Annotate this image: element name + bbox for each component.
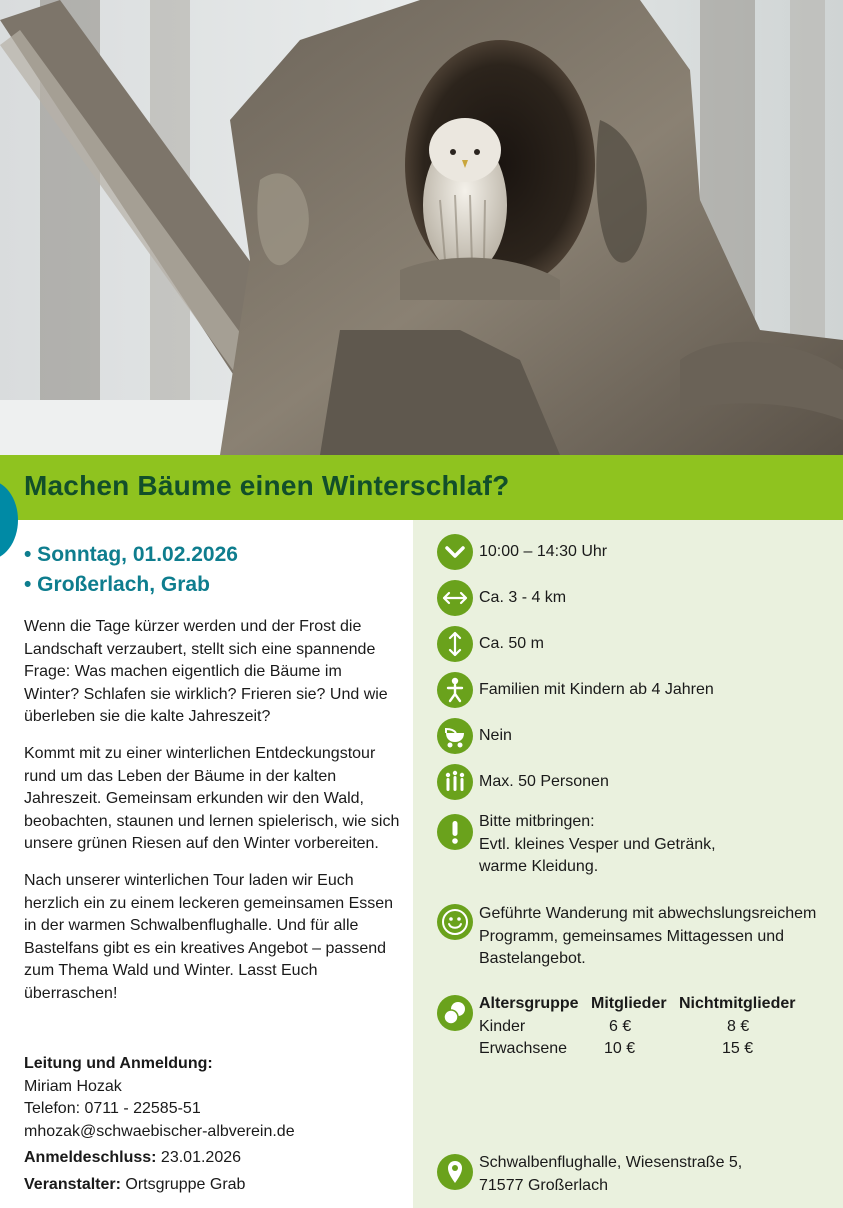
event-date: • Sonntag, 01.02.2026	[24, 543, 238, 566]
price-cell: Erwachsene	[479, 1040, 568, 1058]
bring-heading: Bitte mitbringen:	[479, 813, 595, 830]
page-title: Machen Bäume einen Winterschlaf?	[24, 470, 510, 501]
contact-phone: Telefon: 0711 - 22585-51	[24, 1100, 201, 1118]
price-cell: 10 €	[604, 1040, 636, 1058]
price-header: Mitglieder	[591, 995, 667, 1012]
time-text: 10:00 – 14:30 Uhr	[479, 543, 608, 560]
location-line: 71577 Großerlach	[479, 1176, 608, 1194]
description-paragraph: Wenn die Tage kürzer werden und der Frost die Landschaft verzaubert, stellt sich eine spannende Frage: Was machen eigentlich die Bäume im Winter? Schlafen sie wirklich? Frieren sie? Und wie überleben sie die kalte Jahreszeit?	[24, 618, 388, 726]
price-header: Altersgruppe	[479, 995, 579, 1012]
title-bar	[0, 455, 843, 520]
price-cell: 6 €	[609, 1017, 632, 1035]
group-icon	[437, 764, 473, 800]
description-paragraph: Kommt mit zu einer winterlichen Entdeckungstour rund um das Leben der Bäume in der kalten Jahreszeit. Gemeinsam erkunden wir den Wald, beobachten, staunen und lernen spielerisch, wie sich unsere grünen Riesen auf den Winter vorbereiten.	[24, 744, 400, 853]
contact-email[interactable]: mhozak@schwaebischer-albverein.de	[24, 1122, 295, 1140]
price-cell: 15 €	[722, 1040, 754, 1058]
bring-line: warme Kleidung.	[479, 858, 599, 876]
exclamation-icon	[437, 814, 473, 850]
price-table	[479, 993, 795, 1061]
deadline-value: 23.01.2026	[156, 1149, 242, 1167]
location-line: Schwalbenflughalle, Wiesenstraße 5,	[479, 1154, 743, 1171]
stroller-icon	[437, 718, 473, 754]
header-photo-owl	[0, 0, 843, 455]
program-text: Geführte Wanderung mit abwechslungsreichem Programm, gemeinsames Mittagessen und Bastelangebot.	[479, 905, 817, 968]
location-pin-icon	[437, 1154, 473, 1190]
contact-heading: Leitung und Anmeldung:	[24, 1055, 213, 1072]
clock-icon	[437, 534, 473, 570]
max-people-text: Max. 50 Personen	[479, 773, 609, 790]
price-cell: Kinder	[479, 1017, 526, 1035]
elevation-icon	[437, 626, 473, 662]
smiley-icon	[437, 904, 473, 940]
distance-icon	[437, 580, 473, 616]
stroller-text: Nein	[479, 727, 512, 744]
audience-text: Familien mit Kindern ab 4 Jahren	[479, 681, 714, 698]
deadline-label: Anmeldeschluss:	[24, 1149, 157, 1167]
price-icon	[437, 995, 473, 1031]
person-icon	[437, 672, 473, 708]
contact-block	[24, 1053, 404, 1197]
description-paragraph: Nach unserer winterlichen Tour laden wir Euch herzlich ein zu einem leckeren gemeinsamen Essen in der warmen Schwalbenflughalle. Und für alle Bastelfans gibt es ein kreatives Angebot – passend zum Thema Wald und Winter. Lasst Euch überraschen!	[24, 871, 394, 1002]
price-cell: 8 €	[727, 1017, 750, 1035]
organizer-value: Ortsgruppe Grab	[120, 1175, 246, 1193]
price-header: Nichtmitglieder	[679, 995, 796, 1012]
distance-text: Ca. 3 - 4 km	[479, 589, 567, 606]
description-column	[24, 540, 400, 1006]
bring-line: Evtl. kleines Vesper und Getränk,	[479, 835, 716, 853]
contact-name: Miriam Hozak	[24, 1077, 122, 1095]
event-location: • Großerlach, Grab	[24, 573, 210, 596]
organizer-label: Veranstalter:	[24, 1175, 121, 1193]
elevation-text: Ca. 50 m	[479, 635, 544, 652]
